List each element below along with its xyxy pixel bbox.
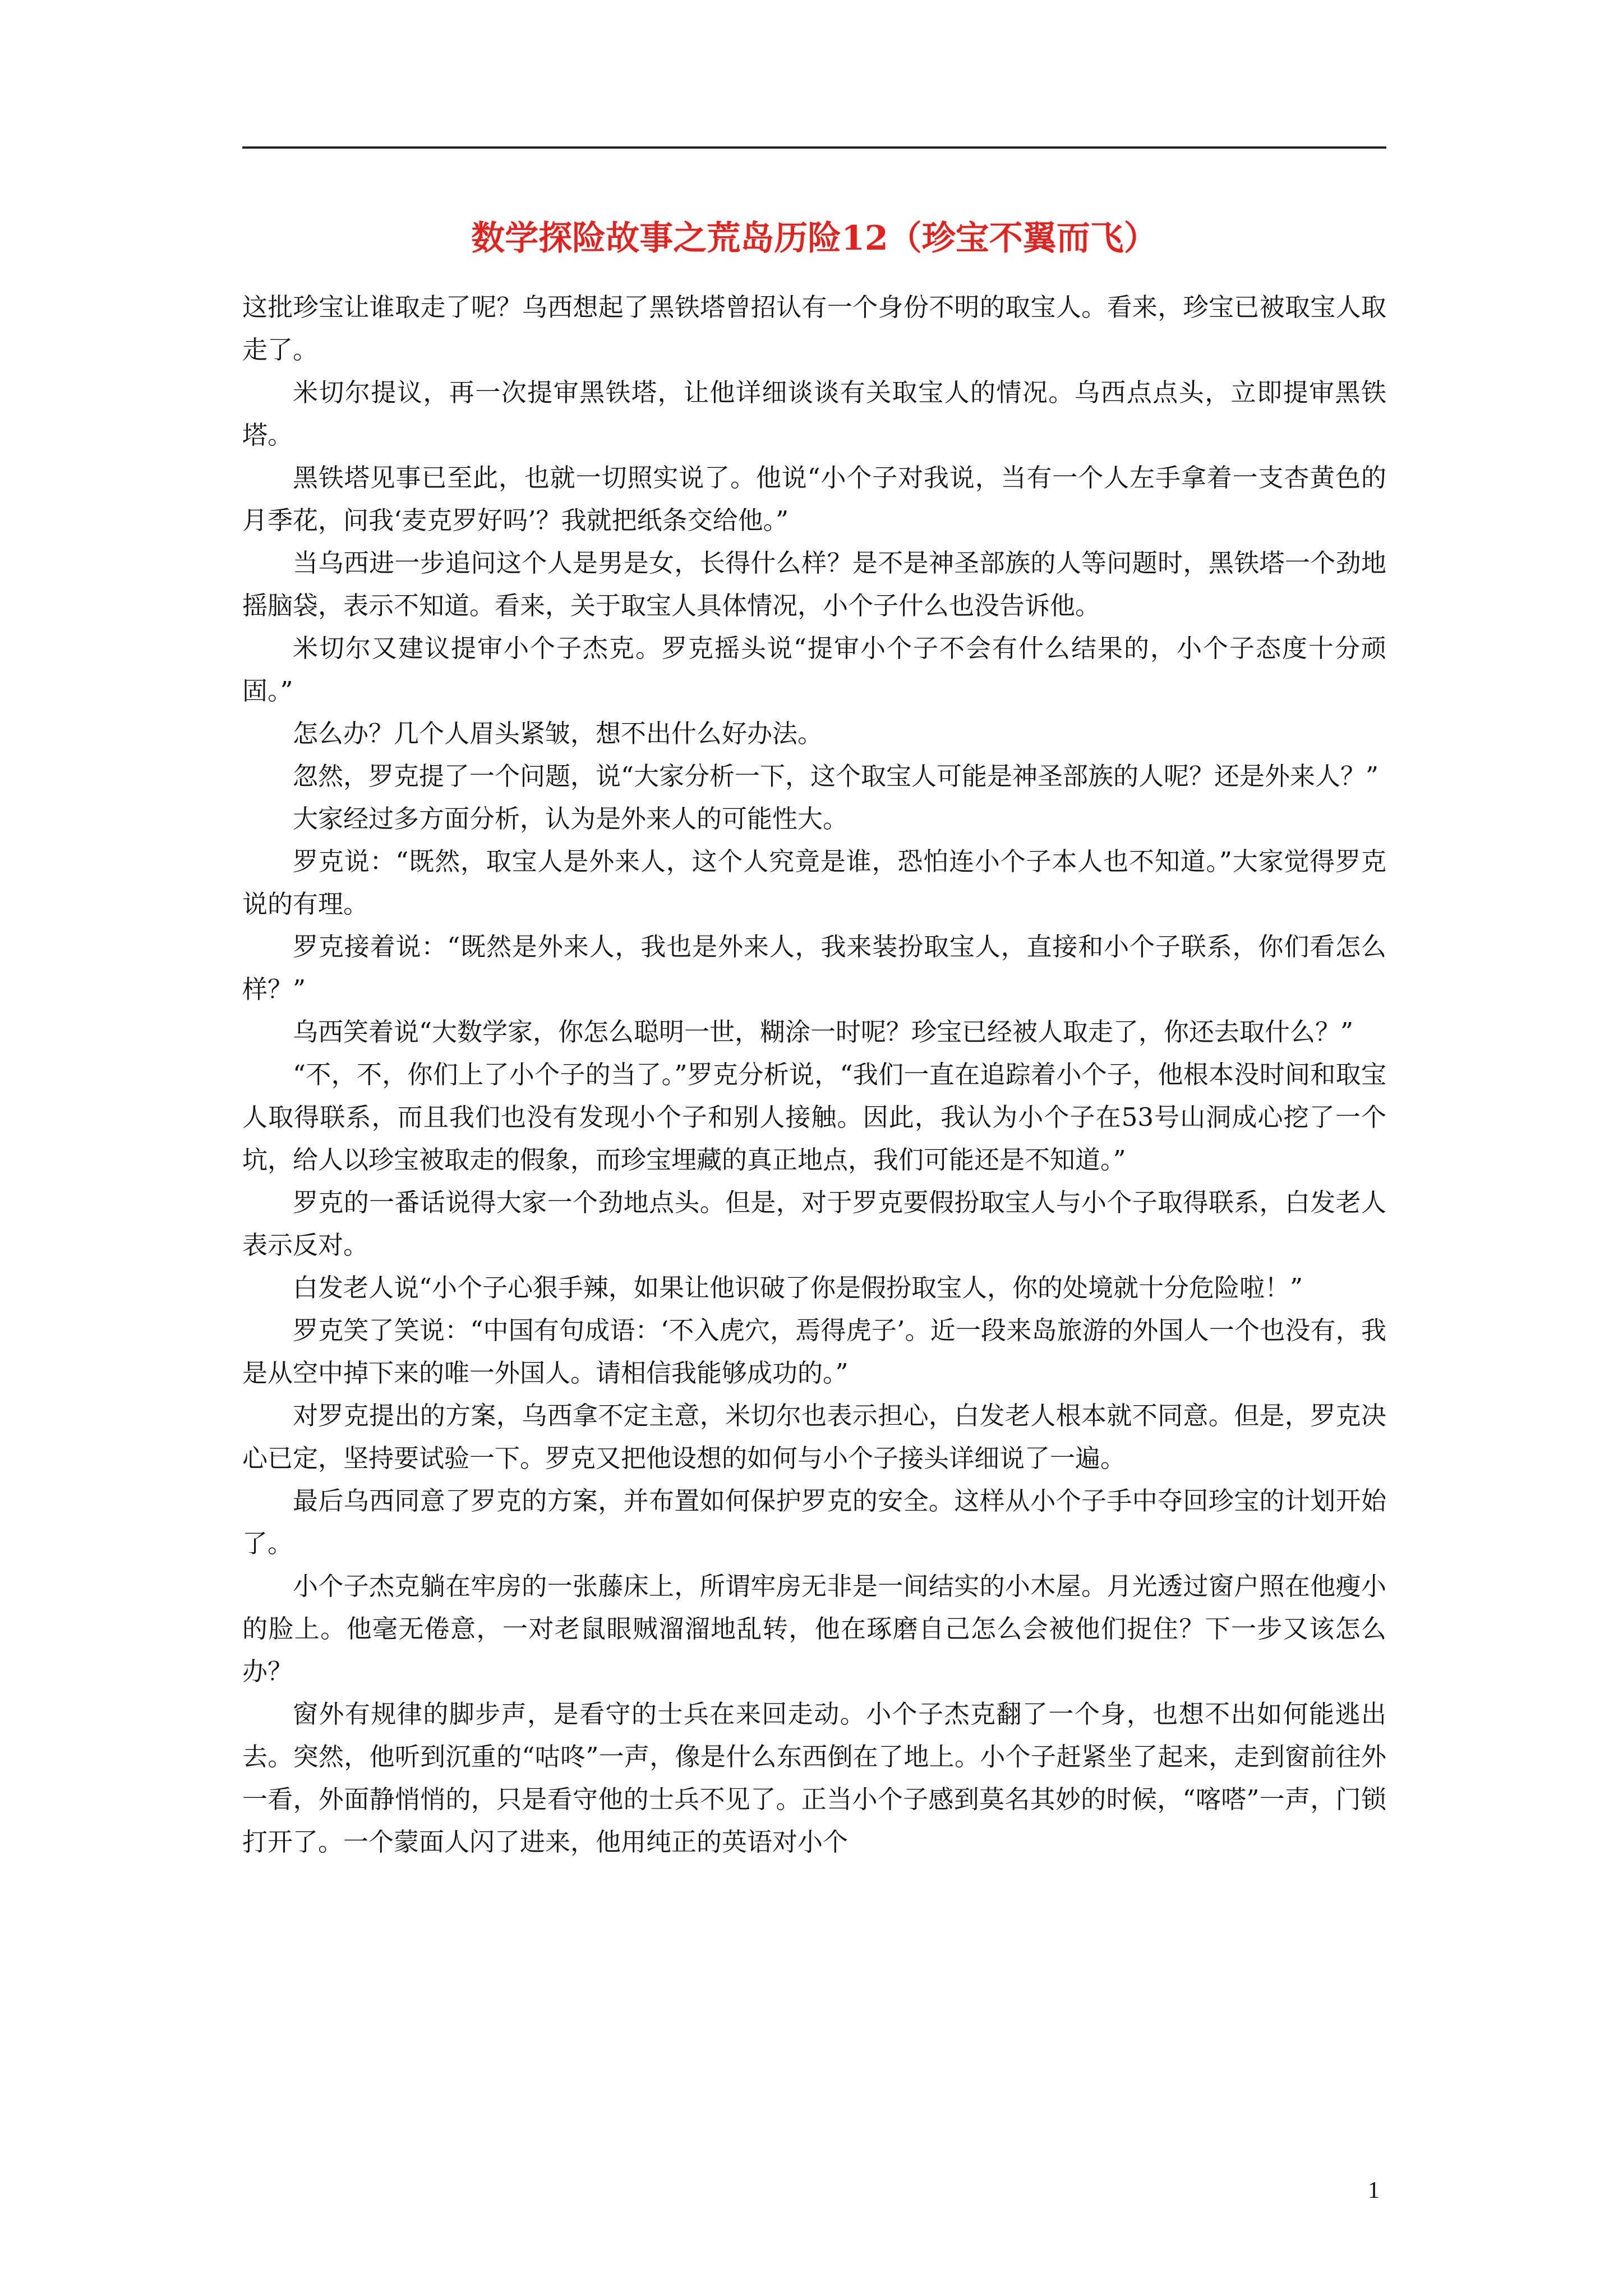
paragraph: 当乌西进一步追问这个人是男是女，长得什么样？是不是神圣部族的人等问题时，黑铁塔一个劲地摇脑袋，表示不知道。看来，关于取宝人具体情况，小个子什么也没告诉他。 [242,548,1386,620]
paragraph: 窗外有规律的脚步声，是看守的士兵在来回走动。小个子杰克翻了一个身，也想不出如何能逃出去。突然，他听到沉重的“咕咚”一声，像是什么东西倒在了地上。小个子赶紧坐了起来，走到窗前往外一看，外面静悄悄的，只是看守他的士兵不见了。正当小个子感到莫名其妙的时候，“喀嗒”一声，门锁打开了。一个蒙面人闪了进来，他用纯正的英语对小个 [242,1699,1386,1857]
paragraph: 罗克说：“既然，取宝人是外来人，这个人究竟是谁，恐怕连小个子本人也不知道。”大家觉得罗克说的有理。 [242,846,1386,919]
paragraph: 罗克的一番话说得大家一个劲地点头。但是，对于罗克要假扮取宝人与小个子取得联系，白发老人表示反对。 [242,1188,1386,1260]
paragraph: “不，不，你们上了小个子的当了。”罗克分析说，“我们一直在追踪着小个子，他根本没时间和取宝人取得联系，而且我们也没有发现小个子和别人接触。因此，我认为小个子在53号山洞成心挖了一个坑，给人以珍宝被取走的假象，而珍宝埋藏的真正地点，我们可能还是不知道。” [242,1060,1386,1175]
paragraph: 米切尔又建议提审小个子杰克。罗克摇头说“提审小个子不会有什么结果的，小个子态度十分顽固。” [242,633,1386,706]
paragraph: 大家经过多方面分析，认为是外来人的可能性大。 [293,804,849,834]
paragraph: 黑铁塔见事已至此，也就一切照实说了。他说“小个子对我说，当有一个人左手拿着一支杏黄色的月季花，问我‘麦克罗好吗’？我就把纸条交给他。” [242,463,1386,535]
paragraph: 这批珍宝让谁取走了呢？乌西想起了黑铁塔曾招认有一个身份不明的取宝人。看来，珍宝已被取宝人取走了。 [242,292,1386,365]
paragraph: 白发老人说“小个子心狠手辣，如果让他识破了你是假扮取宝人，你的处境就十分危险啦！” [293,1273,1303,1303]
paragraph: 最后乌西同意了罗克的方案，并布置如何保护罗克的安全。这样从小个子手中夺回珍宝的计划开始了。 [242,1486,1386,1558]
paragraph: 米切尔提议，再一次提审黑铁塔，让他详细谈谈有关取宝人的情况。乌西点点头，立即提审黑铁塔。 [242,378,1386,450]
paragraph: 罗克接着说：“既然是外来人，我也是外来人，我来装扮取宝人，直接和小个子联系，你们看怎么样？” [242,932,1386,1004]
paragraph: 小个子杰克躺在牢房的一张藤床上，所谓牢房无非是一间结实的小木屋。月光透过窗户照在他瘦小的脸上。他毫无倦意，一对老鼠眼贼溜溜地乱转，他在琢磨自己怎么会被他们捉住？下一步又该怎么办？ [242,1571,1386,1686]
header-rule [242,146,1386,149]
paragraph: 乌西笑着说“大数学家，你怎么聪明一世，糊涂一时呢？珍宝已经被人取走了，你还去取什么？” [293,1017,1354,1047]
paragraph: 罗克笑了笑说：“中国有句成语：‘不入虎穴，焉得虎子’。近一段来岛旅游的外国人一个也没有，我是从空中掉下来的唯一外国人。请相信我能够成功的。” [242,1315,1386,1388]
document-title: 数学探险故事之荒岛历险12（珍宝不翼而飞） [471,219,1158,258]
paragraph: 忽然，罗克提了一个问题，说“大家分析一下，这个取宝人可能是神圣部族的人呢？还是外来人？” [293,761,1379,791]
paragraph: 对罗克提出的方案，乌西拿不定主意，米切尔也表示担心，白发老人根本就不同意。但是，罗克决心已定，坚持要试验一下。罗克又把他设想的如何与小个子接头详细说了一遍。 [242,1401,1386,1473]
page-number: 1 [1368,2178,1380,2203]
paragraph: 怎么办？几个人眉头紧皱，想不出什么好办法。 [293,719,823,748]
document-body [242,286,1386,1864]
